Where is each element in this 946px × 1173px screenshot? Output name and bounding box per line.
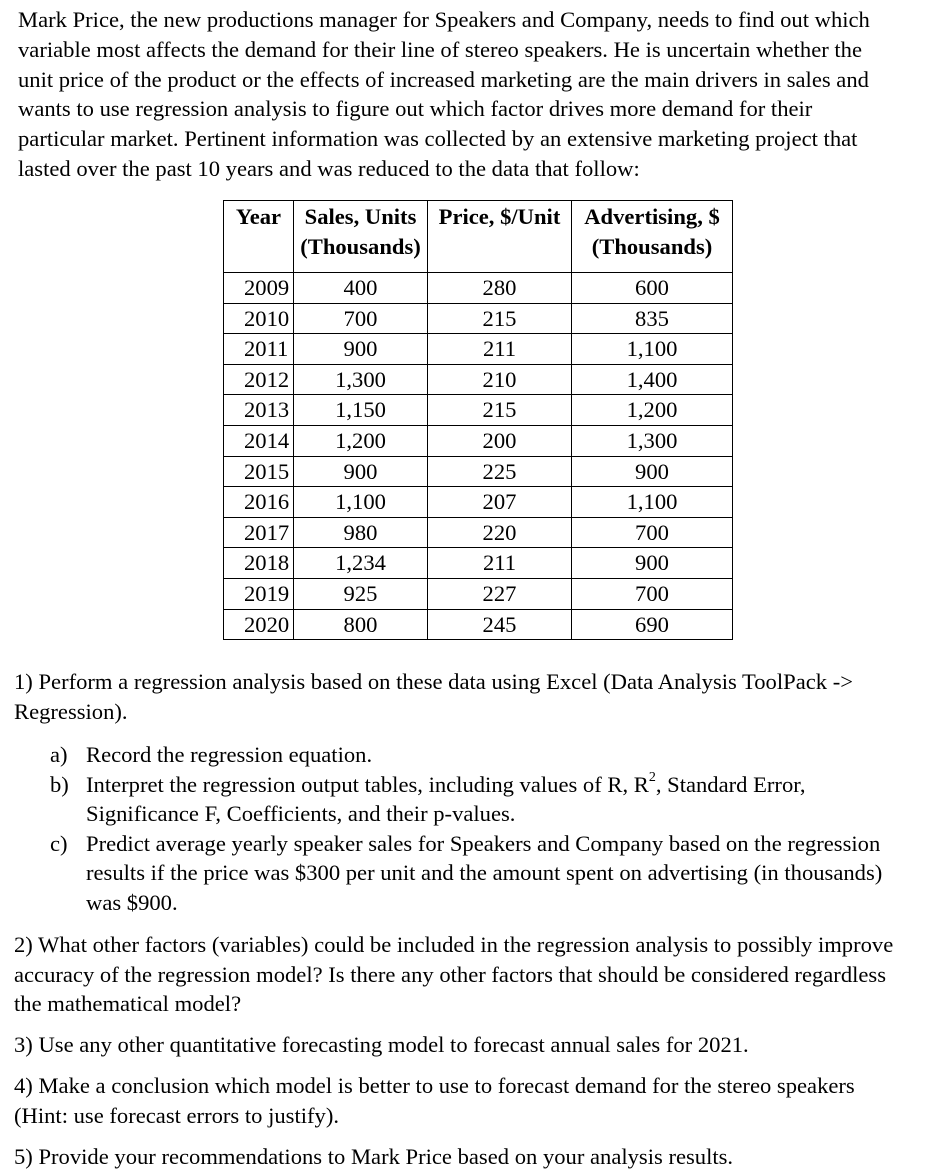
- subitem-a-line: Record the regression equation.: [86, 742, 373, 767]
- header-price-label: Price, $/Unit: [438, 204, 561, 229]
- question-1-line: Regression).: [14, 698, 128, 724]
- cell-price: 210: [428, 364, 572, 395]
- cell-price: 225: [428, 456, 572, 487]
- header-advertising-line2: (Thousands): [591, 234, 713, 259]
- cell-advertising: 1,200: [572, 395, 733, 426]
- cell-year: 2016: [224, 487, 294, 518]
- table-row: [224, 334, 733, 365]
- cell-price: 245: [428, 609, 572, 640]
- subitem-b: [50, 770, 940, 829]
- intro-line: lasted over the past 10 years and was reduced to the data that follow:: [18, 155, 640, 181]
- intro-line: wants to use regression analysis to figure out which factor drives more demand for their: [18, 96, 813, 122]
- cell-price: 211: [428, 334, 572, 365]
- subitem-b-text-post: , Standard Error,: [655, 771, 806, 797]
- table-row: [224, 578, 733, 609]
- cell-price: 215: [428, 303, 572, 334]
- intro-paragraph: [18, 5, 943, 184]
- cell-year: 2009: [224, 273, 294, 304]
- table-row: [224, 487, 733, 518]
- intro-line: particular market. Pertinent information was collected by an extensive marketing project that: [18, 126, 858, 152]
- cell-advertising: 700: [572, 578, 733, 609]
- cell-advertising: 900: [572, 456, 733, 487]
- question-3-line: 3) Use any other quantitative forecasting model to forecast annual sales for 2021.: [14, 1032, 749, 1057]
- cell-price: 211: [428, 548, 572, 579]
- cell-price: 280: [428, 273, 572, 304]
- cell-sales: 1,300: [294, 364, 428, 395]
- cell-sales: 1,150: [294, 395, 428, 426]
- cell-year: 2011: [224, 334, 294, 365]
- cell-sales: 925: [294, 578, 428, 609]
- header-year: [224, 201, 294, 273]
- cell-sales: 800: [294, 609, 428, 640]
- cell-advertising: 1,100: [572, 334, 733, 365]
- header-sales-line2: (Thousands): [300, 234, 421, 259]
- data-table: [223, 200, 733, 640]
- cell-advertising: 1,100: [572, 487, 733, 518]
- cell-advertising: 1,400: [572, 364, 733, 395]
- table-row: [224, 425, 733, 456]
- question-5-line: 5) Provide your recommendations to Mark Price based on your analysis results.: [14, 1144, 734, 1169]
- subitem-b-text-pre: Interpret the regression output tables, including values of R, R: [86, 771, 649, 797]
- header-sales: [294, 201, 428, 273]
- header-price: [428, 201, 572, 273]
- header-advertising-line1: Advertising, $: [584, 204, 720, 229]
- question-5: [14, 1142, 944, 1172]
- cell-price: 215: [428, 395, 572, 426]
- cell-advertising: 900: [572, 548, 733, 579]
- question-1-subitems: [50, 740, 940, 918]
- cell-advertising: 700: [572, 517, 733, 548]
- cell-price: 200: [428, 425, 572, 456]
- cell-sales: 700: [294, 303, 428, 334]
- cell-year: 2010: [224, 303, 294, 334]
- cell-sales: 900: [294, 334, 428, 365]
- subitem-a: [50, 740, 940, 770]
- cell-sales: 1,100: [294, 487, 428, 518]
- cell-sales: 900: [294, 456, 428, 487]
- question-2-line: 2) What other factors (variables) could be included in the regression analysis to possibly improve: [14, 932, 894, 957]
- header-sales-line1: Sales, Units: [304, 204, 417, 229]
- subitem-b-line: [86, 770, 940, 800]
- subitem-c-line: results if the price was $300 per unit and the amount spent on advertising (in thousands): [86, 860, 883, 886]
- question-1: [14, 667, 944, 726]
- subitem-a-label: a): [50, 742, 68, 767]
- question-3: [14, 1030, 944, 1060]
- question-2-line: accuracy of the regression model? Is there any other factors that should be considered regardless: [14, 961, 887, 987]
- subitem-c-line: was $900.: [86, 889, 178, 915]
- question-4: [14, 1071, 944, 1130]
- cell-year: 2020: [224, 609, 294, 640]
- table-row: [224, 395, 733, 426]
- cell-price: 220: [428, 517, 572, 548]
- cell-price: 207: [428, 487, 572, 518]
- table-row: [224, 364, 733, 395]
- cell-sales: 980: [294, 517, 428, 548]
- table-row: [224, 303, 733, 334]
- cell-year: 2012: [224, 364, 294, 395]
- table-row: [224, 548, 733, 579]
- intro-line: unit price of the product or the effects of increased marketing are the main drivers in sales and: [18, 66, 869, 92]
- table-body: [224, 273, 733, 640]
- question-2-line: the mathematical model?: [14, 991, 242, 1017]
- header-year-label: Year: [235, 204, 282, 229]
- header-advertising: [572, 201, 733, 273]
- table-row: [224, 517, 733, 548]
- subitem-b-label: b): [50, 771, 69, 797]
- table-header-row: [224, 201, 733, 273]
- cell-year: 2015: [224, 456, 294, 487]
- cell-sales: 400: [294, 273, 428, 304]
- cell-sales: 1,234: [294, 548, 428, 579]
- table-row: [224, 609, 733, 640]
- question-2: [14, 930, 944, 1019]
- cell-year: 2014: [224, 425, 294, 456]
- intro-line: variable most affects the demand for their line of stereo speakers. He is uncertain whether the: [18, 36, 863, 62]
- subitem-c: [50, 829, 940, 918]
- cell-advertising: 835: [572, 303, 733, 334]
- cell-advertising: 690: [572, 609, 733, 640]
- subitem-c-line: Predict average yearly speaker sales for Speakers and Company based on the regression: [86, 830, 881, 856]
- cell-advertising: 600: [572, 273, 733, 304]
- cell-year: 2018: [224, 548, 294, 579]
- cell-year: 2019: [224, 578, 294, 609]
- cell-year: 2013: [224, 395, 294, 426]
- table-row: [224, 456, 733, 487]
- subitem-b-line: Significance F, Coefficients, and their p-values.: [86, 801, 516, 827]
- subitem-c-label: c): [50, 830, 68, 856]
- cell-price: 227: [428, 578, 572, 609]
- question-4-line: 4) Make a conclusion which model is better to use to forecast demand for the stereo speakers: [14, 1073, 855, 1098]
- table-row: [224, 273, 733, 304]
- cell-year: 2017: [224, 517, 294, 548]
- superscript-2: 2: [648, 770, 656, 786]
- cell-advertising: 1,300: [572, 425, 733, 456]
- cell-sales: 1,200: [294, 425, 428, 456]
- intro-line: Mark Price, the new productions manager for Speakers and Company, needs to find out which: [18, 7, 870, 32]
- question-4-line: (Hint: use forecast errors to justify).: [14, 1102, 340, 1128]
- question-1-line: 1) Perform a regression analysis based on these data using Excel (Data Analysis ToolPack ->: [14, 669, 853, 694]
